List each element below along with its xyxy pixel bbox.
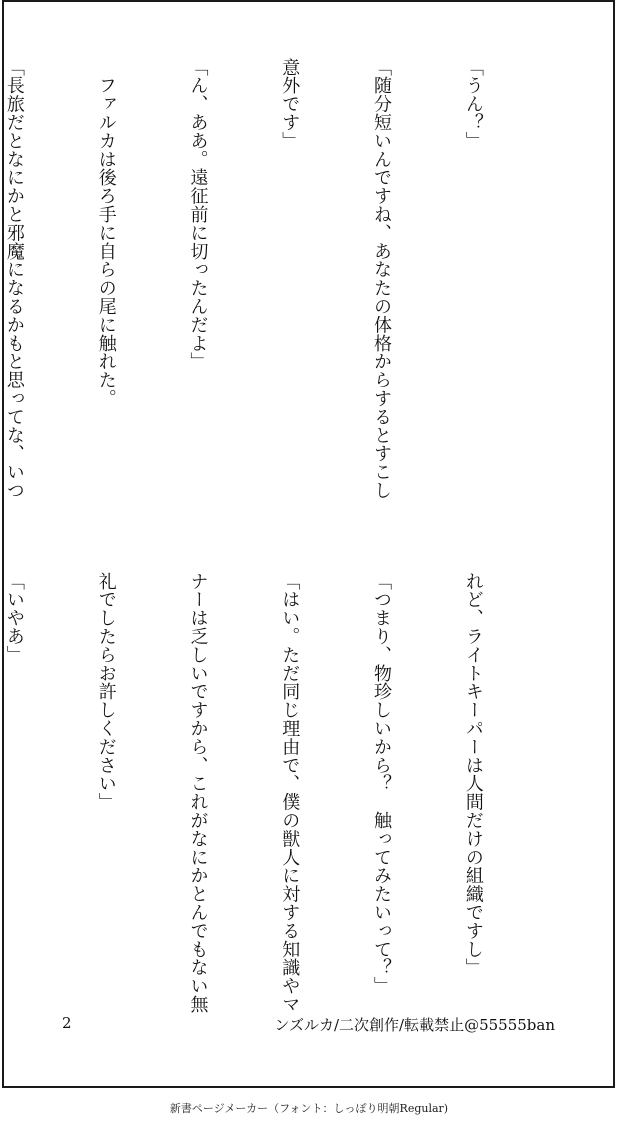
text-line: 「ん、ああ。遠征前に切ったんだよ」 (187, 58, 209, 371)
text-line: 意外です」 (279, 58, 301, 150)
text-line: ナーは乏しいですから、これがなにかとんでもない無 (187, 572, 209, 1014)
text-block-top (3, 58, 549, 526)
book-page (2, 0, 615, 1088)
text-line: 「長旅だとなにかと邪魔になるかもと思ってな、いつ (3, 58, 25, 500)
text-line: 「随分短いんですね、あなたの体格からするとすこし (371, 58, 393, 500)
text-line: 「いやあ」 (3, 572, 25, 664)
text-line: 「はい。ただ同じ理由で、僕の獣人に対する知識やマ (279, 572, 301, 1014)
footer-credit: ンズルカ/二次創作/転載禁止@55555ban (274, 1016, 555, 1034)
maker-caption: 新書ページメーカー（フォント：しっぽり明朝Regular) (169, 1102, 449, 1115)
text-line: ファルカは後ろ手に自らの尾に触れた。 (95, 58, 117, 408)
text-line: 「つまり、物珍しいから？ 触ってみたいって？」 (371, 572, 393, 996)
text-line: 礼でしたらお許しください」 (95, 572, 117, 812)
text-block-bottom (3, 572, 549, 1014)
text-line: 「うん？」 (462, 58, 484, 150)
page-number: 2 (62, 1014, 72, 1032)
text-line: れど、ライトキーパーは人間だけの組織ですし」 (462, 572, 484, 977)
